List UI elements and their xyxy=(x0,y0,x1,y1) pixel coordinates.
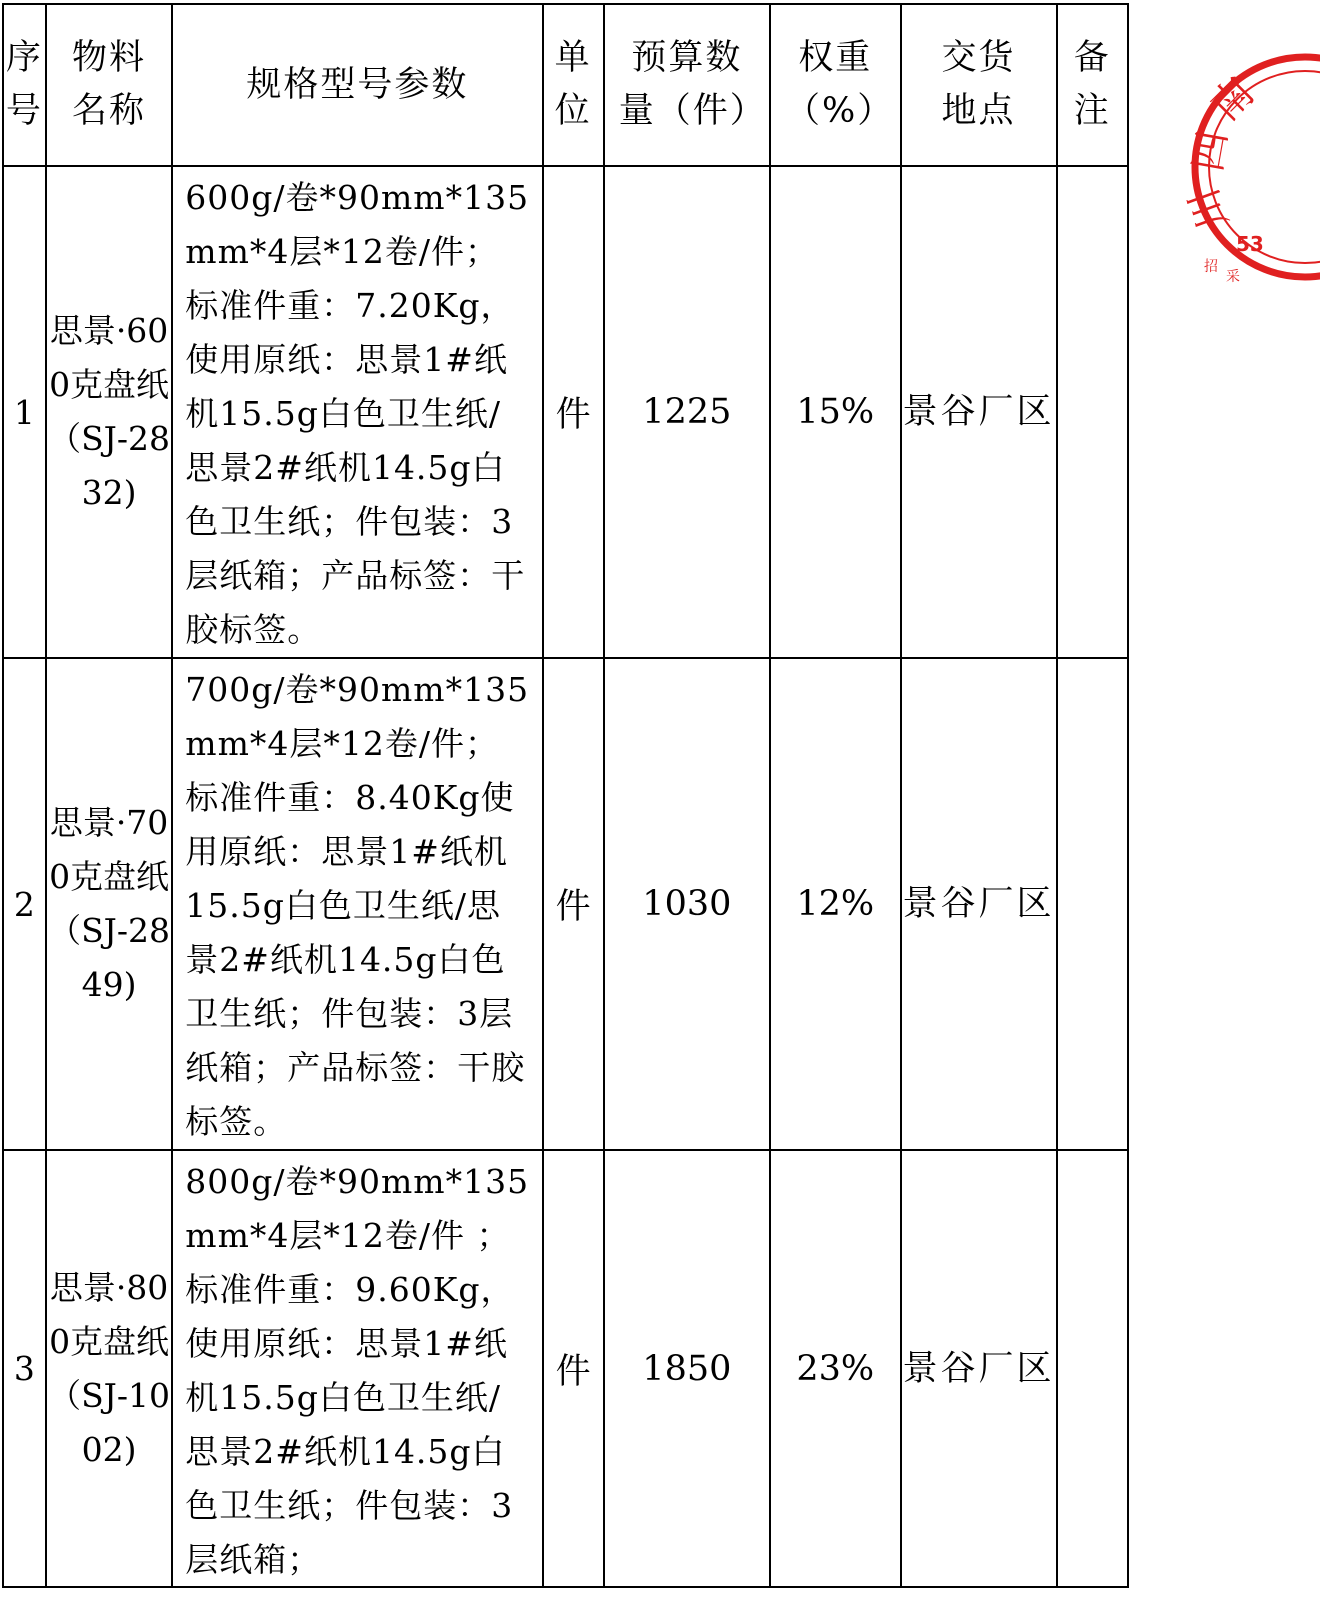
svg-text:南: 南 xyxy=(1202,69,1264,131)
row-unit: 件 xyxy=(543,166,604,658)
header-delivery: 交货地点 xyxy=(901,4,1057,166)
row-remark xyxy=(1057,166,1128,658)
svg-text:四: 四 xyxy=(1184,127,1237,175)
row-qty: 1850 xyxy=(604,1150,770,1587)
svg-text:53: 53 xyxy=(1236,232,1264,256)
row-unit: 件 xyxy=(543,658,604,1150)
row-unit: 件 xyxy=(543,1150,604,1587)
row-qty: 1030 xyxy=(604,658,770,1150)
row-seq: 3 xyxy=(3,1150,46,1587)
svg-text:招: 招 xyxy=(1204,259,1218,275)
table-header-row xyxy=(3,4,1128,166)
row-spec-text: 800g/卷*90mm*135mm*4层*12卷/件 ；标准件重：9.60Kg，使用原纸：思景1#纸机15.5g白色卫生纸/思景2#纸机14.5g白色卫生纸；件包装：3层纸箱； xyxy=(185,1162,530,1579)
row-qty: 1225 xyxy=(604,166,770,658)
materials-table xyxy=(2,3,1129,1588)
table-row xyxy=(3,1150,1128,1587)
row-spec: 600g/卷*90mm*135mm*4层*12卷/件；标准件重：7.20Kg，使用原纸：思景1#纸机15.5g白色卫生纸/思景2#纸机14.5g白色卫生纸；件包装：3层纸箱；产品标签：干胶标签。 xyxy=(172,166,542,658)
row-delivery: 景谷厂区 xyxy=(901,658,1057,1150)
official-seal-stamp xyxy=(1180,45,1320,290)
svg-text:川: 川 xyxy=(1180,181,1238,236)
header-remark: 备注 xyxy=(1057,4,1128,166)
row-seq: 2 xyxy=(3,658,46,1150)
row-weight: 15% xyxy=(770,166,901,658)
row-remark xyxy=(1057,1150,1128,1587)
row-name: 思景·600克盘纸（SJ-2832) xyxy=(46,166,172,658)
header-seq: 序号 xyxy=(3,4,46,166)
table-row xyxy=(3,166,1128,658)
table-row xyxy=(3,658,1128,1150)
header-weight: 权重（%） xyxy=(770,4,901,166)
header-name: 物料名称 xyxy=(46,4,172,166)
row-name: 思景·800克盘纸（SJ-1002) xyxy=(46,1150,172,1587)
svg-text:采: 采 xyxy=(1226,269,1240,285)
row-weight: 12% xyxy=(770,658,901,1150)
header-budget-qty: 预算数量（件） xyxy=(604,4,770,166)
row-name: 思景·700克盘纸（SJ-2849) xyxy=(46,658,172,1150)
header-unit: 单位 xyxy=(543,4,604,166)
row-remark xyxy=(1057,658,1128,1150)
row-weight: 23% xyxy=(770,1150,901,1587)
row-seq: 1 xyxy=(3,166,46,658)
row-delivery: 景谷厂区 xyxy=(901,166,1057,658)
header-spec: 规格型号参数 xyxy=(172,4,542,166)
row-spec xyxy=(172,1150,542,1587)
row-delivery: 景谷厂区 xyxy=(901,1150,1057,1587)
row-spec: 700g/卷*90mm*135mm*4层*12卷/件；标准件重：8.40Kg使用原纸：思景1#纸机15.5g白色卫生纸/思景2#纸机14.5g白色卫生纸；件包装：3层纸箱；产品标签：干胶标签。 xyxy=(172,658,542,1150)
